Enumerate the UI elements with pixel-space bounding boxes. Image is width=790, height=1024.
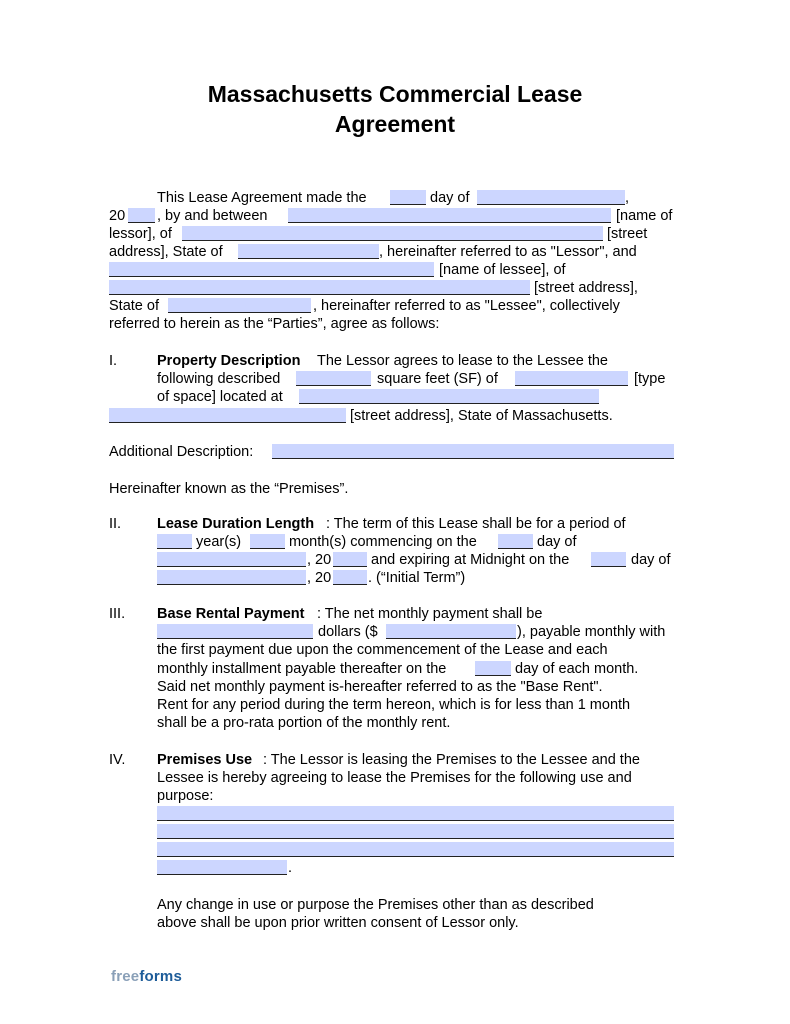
- end-month-field[interactable]: [157, 570, 306, 585]
- square-feet-field[interactable]: [296, 371, 371, 386]
- additional-description-field[interactable]: [272, 444, 674, 459]
- section-text: day of: [537, 534, 577, 550]
- intro-text: lessor], of: [109, 226, 172, 242]
- section-number: I.: [109, 353, 118, 369]
- intro-text: 20: [109, 208, 126, 224]
- section-text: above shall be upon prior written consent of Lessor only.: [157, 915, 519, 931]
- intro-text: address], State of: [109, 244, 223, 260]
- section-text: [type: [634, 371, 666, 387]
- start-day-field[interactable]: [498, 534, 533, 549]
- section-text: and expiring at Midnight on the: [371, 552, 570, 568]
- section-text: day of: [631, 552, 671, 568]
- lessee-name-field[interactable]: [109, 262, 434, 277]
- section-number: III.: [109, 606, 126, 622]
- section-text: .: [288, 860, 293, 876]
- section-text: monthly installment payable thereafter on the: [157, 661, 447, 677]
- intro-day-field[interactable]: [390, 190, 426, 205]
- section-text: : The Lessor is leasing the Premises to the Lessee and the: [263, 752, 640, 768]
- freeforms-logo: [111, 968, 182, 985]
- use-purpose-field-2[interactable]: [157, 824, 674, 839]
- document-title-line-1: Massachusetts Commercial Lease: [207, 81, 583, 107]
- intro-text: , by and between: [157, 208, 268, 224]
- section-text: month(s) commencing on the: [289, 534, 477, 550]
- lessor-address-field[interactable]: [182, 226, 603, 241]
- additional-description-label: Additional Description:: [109, 444, 254, 460]
- intro-month-field[interactable]: [477, 190, 625, 205]
- section-text: : The term of this Lease shall be for a period of: [326, 516, 626, 532]
- section-number: II.: [109, 516, 122, 532]
- end-day-field[interactable]: [591, 552, 626, 567]
- intro-text: [name of: [616, 208, 673, 224]
- section-text: square feet (SF) of: [377, 371, 498, 387]
- intro-text: , hereinafter referred to as "Lessee", collectively: [313, 298, 620, 314]
- intro-text: [street: [607, 226, 648, 242]
- section-text: Said net monthly payment is-hereafter referred to as the "Base Rent".: [157, 679, 603, 695]
- section-text: the first payment due upon the commencement of the Lease and each: [157, 642, 608, 658]
- section-text: , 20: [307, 570, 332, 586]
- premises-note: Hereinafter known as the “Premises”.: [109, 481, 349, 497]
- section-heading: Premises Use: [157, 752, 253, 768]
- end-year-field[interactable]: [333, 570, 367, 585]
- space-type-field[interactable]: [515, 371, 628, 386]
- section-text: of space] located at: [157, 389, 283, 405]
- payment-day-field[interactable]: [475, 661, 511, 676]
- rent-words-field[interactable]: [157, 624, 313, 639]
- section-text: dollars ($: [318, 624, 378, 640]
- section-text: year(s): [196, 534, 242, 550]
- section-text: Lessee is hereby agreeing to lease the Premises for the following use and: [157, 770, 632, 786]
- use-purpose-field-4[interactable]: [157, 860, 287, 875]
- intro-text: [name of lessee], of: [439, 262, 566, 278]
- intro-text: [street address],: [534, 280, 638, 296]
- intro-text: State of: [109, 298, 159, 314]
- document-title-line-2: Agreement: [334, 111, 456, 137]
- years-field[interactable]: [157, 534, 192, 549]
- rent-amount-field[interactable]: [386, 624, 516, 639]
- section-text: Rent for any period during the term hereon, which is for less than 1 month: [157, 697, 631, 713]
- section-text: : The net monthly payment shall be: [317, 606, 543, 622]
- property-address-field[interactable]: [299, 389, 599, 404]
- intro-year-field[interactable]: [128, 208, 155, 223]
- use-purpose-field-3[interactable]: [157, 842, 674, 857]
- logo-part-forms: forms: [139, 968, 183, 985]
- intro-text: referred to herein as the “Parties”, agree as follows:: [109, 316, 440, 332]
- start-month-field[interactable]: [157, 552, 306, 567]
- lessee-state-field[interactable]: [168, 298, 311, 313]
- section-text: , 20: [307, 552, 332, 568]
- intro-text: day of: [430, 190, 470, 206]
- section-heading: Base Rental Payment: [157, 606, 305, 622]
- lessor-name-field[interactable]: [288, 208, 611, 223]
- section-text: following described: [157, 371, 281, 387]
- section-heading: Property Description: [157, 353, 301, 369]
- intro-text: , hereinafter referred to as "Lessor", and: [379, 244, 637, 260]
- section-text: shall be a pro-rata portion of the monthly rent.: [157, 715, 451, 731]
- section-number: IV.: [109, 752, 126, 768]
- section-text: purpose:: [157, 788, 214, 804]
- intro-text: This Lease Agreement made the: [157, 190, 367, 206]
- section-text: day of each month.: [515, 661, 639, 677]
- intro-text: ,: [625, 190, 630, 206]
- section-text: The Lessor agrees to lease to the Lessee the: [317, 353, 608, 369]
- months-field[interactable]: [250, 534, 285, 549]
- logo-part-free: free: [111, 968, 140, 985]
- section-text: [street address], State of Massachusetts.: [350, 408, 613, 424]
- start-year-field[interactable]: [333, 552, 367, 567]
- section-text: Any change in use or purpose the Premises other than as described: [157, 897, 594, 913]
- section-text: ), payable monthly with: [517, 624, 666, 640]
- section-text: . (“Initial Term”): [368, 570, 466, 586]
- property-address-field-2[interactable]: [109, 408, 346, 423]
- section-heading: Lease Duration Length: [157, 516, 315, 532]
- use-purpose-field-1[interactable]: [157, 806, 674, 821]
- lessor-state-field[interactable]: [238, 244, 379, 259]
- lessee-address-field[interactable]: [109, 280, 530, 295]
